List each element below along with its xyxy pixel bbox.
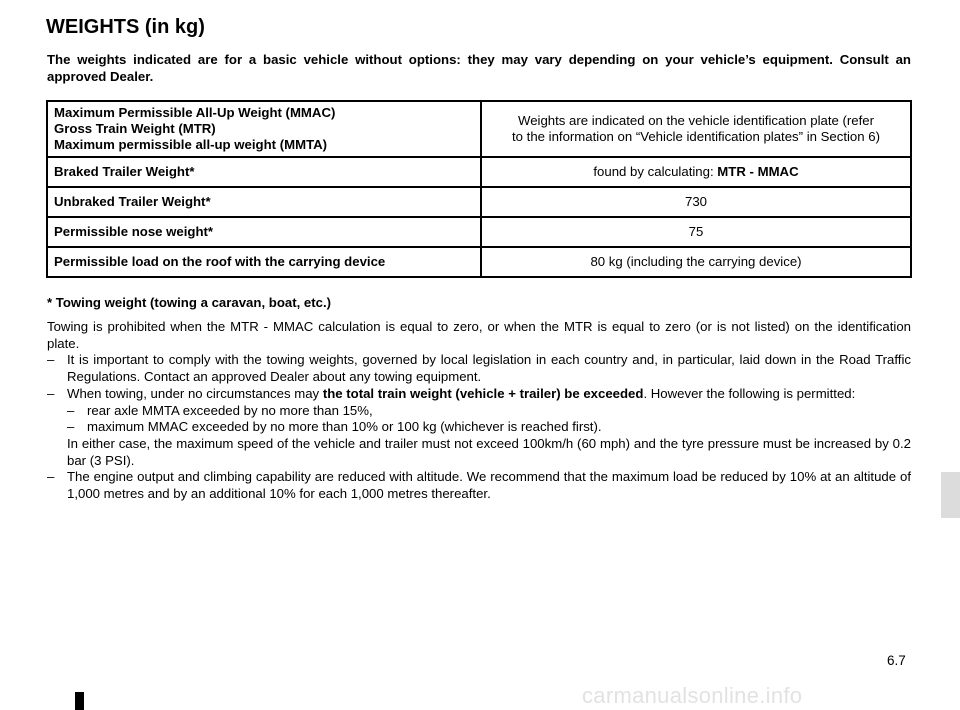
value-prefix: found by calculating: <box>593 164 718 179</box>
row-value-braked-trailer <box>481 157 911 187</box>
bullet-item <box>47 469 911 502</box>
table-row <box>47 101 911 157</box>
bullet-text-suffix: . However the following is permitted: <box>643 385 856 401</box>
towing-paragraph: Towing is prohibited when the MTR - MMAC calculation is equal to zero, or when the MTR is equal to zero (or is not listed) on the identification plate. <box>47 319 911 351</box>
bullet-item <box>47 386 911 470</box>
row-label-braked-trailer: Braked Trailer Weight* <box>47 157 481 187</box>
dash-marker: – <box>47 385 55 401</box>
label-line: Maximum permissible all-up weight (MMTA) <box>54 137 328 152</box>
dash-marker: – <box>67 402 75 418</box>
bullet-text <box>67 386 911 403</box>
bullet-text: It is important to comply with the towing weights, governed by local legislation in each country and, in particular, laid down in the Road Traffic Regulations. Contact an approved Dealer about any towing equipment. <box>67 352 911 385</box>
label-line: Gross Train Weight (MTR) <box>54 121 216 136</box>
sub-bullet-item <box>67 419 911 436</box>
table-row <box>47 187 911 217</box>
page-title: WEIGHTS (in kg) <box>46 16 205 38</box>
intro-note: The weights indicated are for a basic vehicle without options: they may vary depending on your vehicle’s equipment. Consult an approved Dealer. <box>47 52 911 84</box>
sub-bullet-item <box>67 403 911 420</box>
row-label-unbraked-trailer: Unbraked Trailer Weight* <box>47 187 481 217</box>
row-label-nose-weight: Permissible nose weight* <box>47 217 481 247</box>
dash-marker: – <box>47 352 55 368</box>
table-row <box>47 217 911 247</box>
bullet-text-prefix: When towing, under no circumstances may <box>67 385 323 401</box>
bullet-item <box>47 352 911 385</box>
table-row <box>47 157 911 187</box>
weights-table <box>46 100 912 278</box>
sub-bullet-text: maximum MMAC exceeded by no more than 10% or 100 kg (whichever is reached first). <box>87 419 602 435</box>
row-value-identification-plate <box>481 101 911 157</box>
dash-marker: – <box>67 419 75 435</box>
row-label-mmac-mtr-mmta <box>47 101 481 157</box>
watermark: carmanualsonline.info <box>582 683 803 708</box>
value-line: Weights are indicated on the vehicle identification plate (refer <box>517 113 875 128</box>
bullet-text: The engine output and climbing capability are reduced with altitude. We recommend that the maximum load be reduced by 10% at an altitude of 1,000 metres and by an additional 10% for each 1,000 metres thereafter. <box>67 469 911 502</box>
row-value-nose-weight: 75 <box>481 217 911 247</box>
value-line: to the information on “Vehicle identification plates” in Section 6) <box>512 129 880 144</box>
table-row <box>47 247 911 277</box>
row-value-roof-load: 80 kg (including the carrying device) <box>481 247 911 277</box>
dash-marker: – <box>47 469 55 485</box>
row-value-unbraked-trailer: 730 <box>481 187 911 217</box>
bullet-tail-text: In either case, the maximum speed of the vehicle and trailer must not exceed 100km/h (60 mph) and the tyre pressure must be increased by 0.2 bar (3 PSI). <box>67 435 911 468</box>
section-tab-marker <box>941 472 960 518</box>
value-formula: MTR - MMAC <box>717 164 799 179</box>
bullet-text-emphasis: the total train weight (vehicle + trailer) be exceeded <box>322 385 644 401</box>
label-line: Maximum Permissible All-Up Weight (MMAC) <box>54 105 336 120</box>
row-label-roof-load: Permissible load on the roof with the carrying device <box>47 247 481 277</box>
sub-bullet-text: rear axle MMTA exceeded by no more than 15%, <box>87 402 373 418</box>
page-number: 6.7 <box>887 653 906 668</box>
footnote-heading: * Towing weight (towing a caravan, boat, etc.) <box>47 295 332 310</box>
towing-instructions <box>47 319 911 503</box>
crop-mark <box>75 692 84 710</box>
